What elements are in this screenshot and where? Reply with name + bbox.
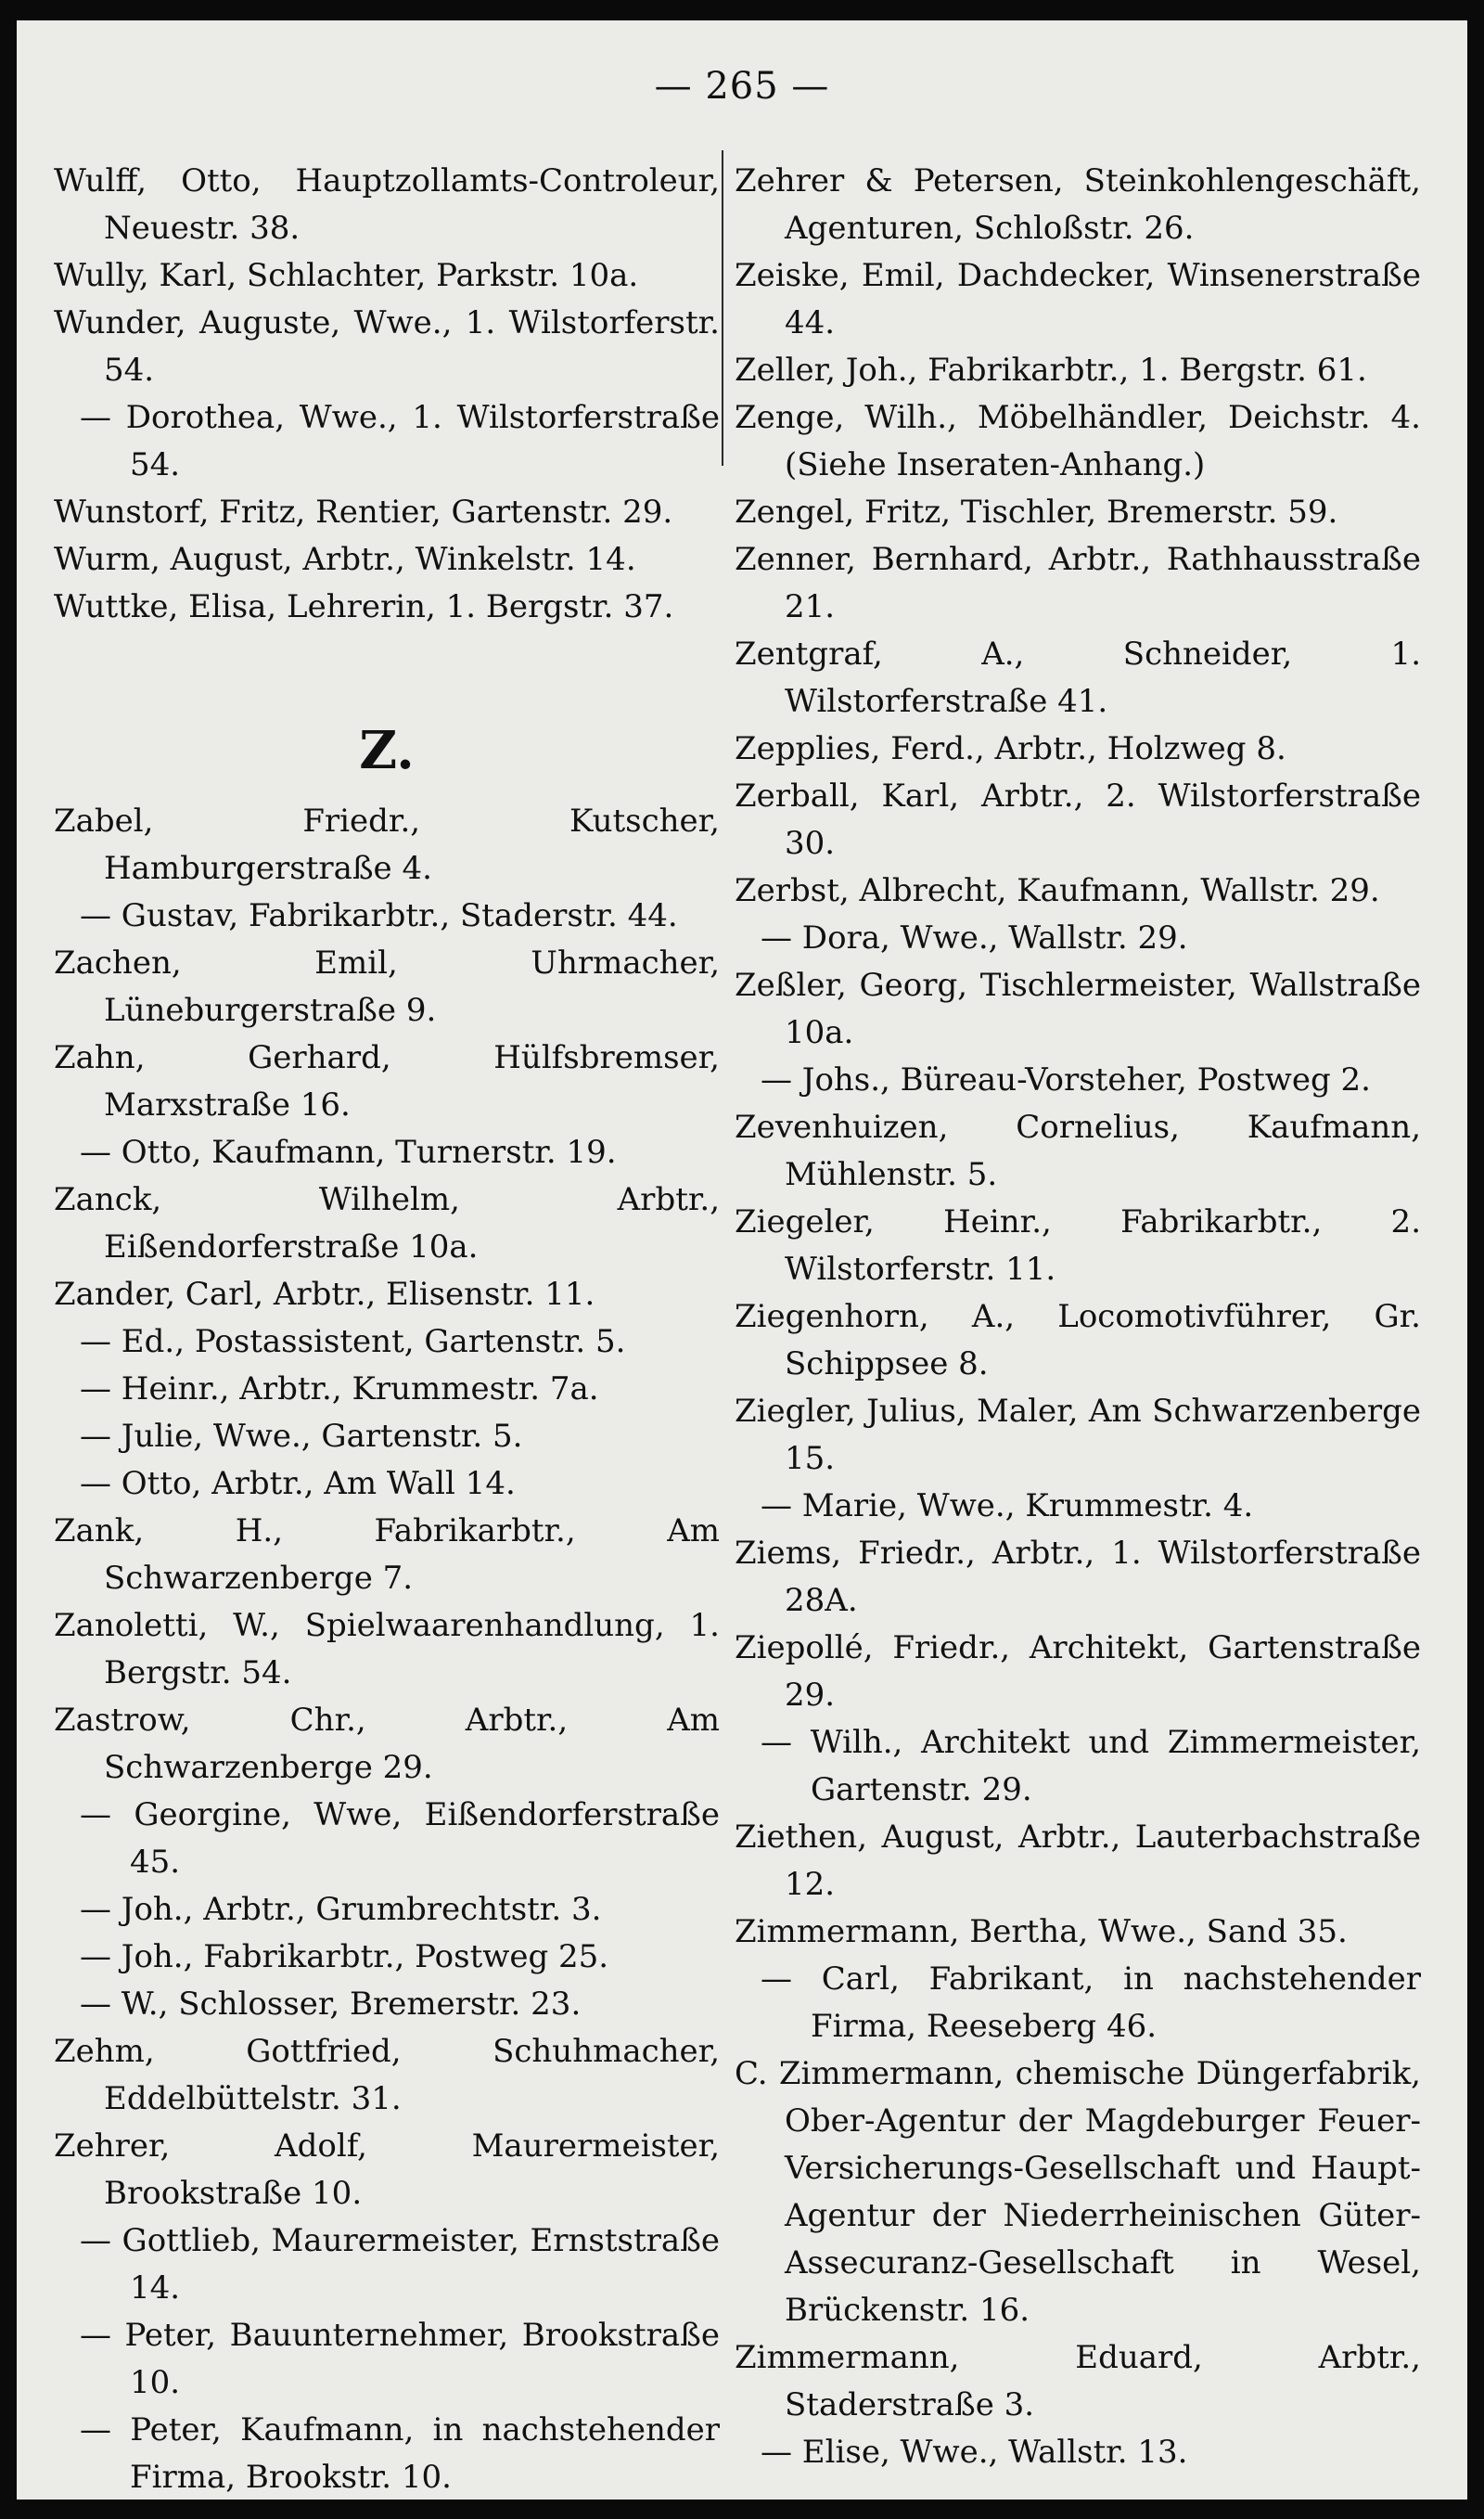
directory-entry: Zachen, Emil, Uhrmacher, Lüneburgerstraße 9.	[54, 945, 720, 1029]
directory-entry: Ziethen, August, Arbtr., Lauterbachstraße 12.	[735, 1819, 1421, 1903]
left-entries-top	[54, 158, 720, 631]
directory-entry: Zimmermann, Eduard, Arbtr., Staderstraße 3.	[735, 2339, 1421, 2423]
directory-entry: — Joh., Fabrikarbtr., Postweg 25.	[80, 1938, 609, 1975]
directory-entry: — Julie, Wwe., Gartenstr. 5.	[80, 1418, 523, 1455]
left-entries-bottom	[54, 798, 720, 2500]
directory-entry: — Dorothea, Wwe., 1. Wilstorferstraße 54.	[80, 399, 720, 483]
directory-entry: Zentgraf, A., Schneider, 1. Wilstorferstraße 41.	[735, 636, 1421, 720]
directory-entry: Zengel, Fritz, Tischler, Bremerstr. 59.	[735, 494, 1338, 531]
directory-entry: Wully, Karl, Schlachter, Parkstr. 10a.	[54, 257, 639, 294]
directory-entry: Ziems, Friedr., Arbtr., 1. Wilstorferstraße 28A.	[735, 1535, 1421, 1619]
directory-entry: Zehm, Gottfried, Schuhmacher, Eddelbüttelstr. 31.	[54, 2033, 720, 2117]
directory-entry: Zank, H., Fabrikarbtr., Am Schwarzenberge 7.	[54, 1512, 720, 1597]
directory-entry: — Dora, Wwe., Wallstr. 29.	[761, 919, 1188, 957]
directory-entry: — Peter, Bauunternehmer, Brookstraße 10.	[80, 2317, 720, 2401]
directory-entry: Zenner, Bernhard, Arbtr., Rathhausstraße 21.	[735, 541, 1421, 625]
directory-entry: Zastrow, Chr., Arbtr., Am Schwarzenberge 29.	[54, 1702, 720, 1786]
directory-entry: Zevenhuizen, Cornelius, Kaufmann, Mühlenstr. 5.	[735, 1109, 1421, 1193]
directory-entry: — Peter, Kaufmann, in nachstehender Firma, Brookstr. 10.	[80, 2411, 720, 2496]
directory-entry: Zeiske, Emil, Dachdecker, Winsenerstraße 44.	[735, 257, 1421, 341]
directory-entry: Ziepollé, Friedr., Architekt, Gartenstraße 29.	[735, 1629, 1421, 1714]
directory-entry: Zabel, Friedr., Kutscher, Hamburgerstraße 4.	[54, 803, 720, 887]
directory-entry: Ziegenhorn, A., Locomotivführer, Gr. Schippsee 8.	[735, 1298, 1421, 1382]
directory-entry: Zeller, Joh., Fabrikarbtr., 1. Bergstr. 61.	[735, 352, 1367, 389]
directory-entry: — Gustav, Fabrikarbtr., Staderstr. 44.	[80, 897, 678, 934]
directory-entry: Zander, Carl, Arbtr., Elisenstr. 11.	[54, 1276, 595, 1313]
directory-entry: — Otto, Kaufmann, Turnerstr. 19.	[80, 1134, 617, 1171]
directory-entry: Zehrer, Adolf, Maurermeister, Brookstraße 10.	[54, 2127, 720, 2212]
directory-entry: — Wilh., Architekt und Zimmermeister, Gartenstr. 29.	[761, 1724, 1421, 1808]
directory-entry: Zenge, Wilh., Möbelhändler, Deichstr. 4. (Siehe Inseraten-Anhang.)	[735, 399, 1421, 483]
directory-entry: — Otto, Arbtr., Am Wall 14.	[80, 1465, 516, 1502]
section-heading-z: Z.	[359, 720, 415, 781]
directory-entry: Zerball, Karl, Arbtr., 2. Wilstorferstraße 30.	[735, 778, 1421, 862]
directory-entry: Wurm, August, Arbtr., Winkelstr. 14.	[54, 541, 636, 578]
directory-entry: Wulff, Otto, Hauptzollamts-Controleur, Neuestr. 38.	[54, 162, 720, 247]
directory-entry: — Ed., Postassistent, Gartenstr. 5.	[80, 1323, 626, 1360]
left-column	[54, 158, 720, 2500]
directory-entry: — Elise, Wwe., Wallstr. 13.	[761, 2434, 1188, 2471]
directory-page	[17, 20, 1467, 2500]
directory-entry: Zeßler, Georg, Tischlermeister, Wallstraße 10a.	[735, 967, 1421, 1051]
directory-entry: — Heinr., Arbtr., Krummestr. 7a.	[80, 1370, 599, 1407]
directory-entry: Ziegler, Julius, Maler, Am Schwarzenberge 15.	[735, 1393, 1421, 1477]
directory-entry: Ziegeler, Heinr., Fabrikarbtr., 2. Wilstorferstr. 11.	[735, 1203, 1421, 1288]
right-column	[735, 158, 1421, 2476]
directory-entry: — Johs., Büreau-Vorsteher, Postweg 2.	[761, 1061, 1371, 1099]
directory-entry: Wuttke, Elisa, Lehrerin, 1. Bergstr. 37.	[54, 588, 674, 625]
directory-entry: Wunder, Auguste, Wwe., 1. Wilstorferstr. 54.	[54, 304, 720, 389]
directory-entry: Zerbst, Albrecht, Kaufmann, Wallstr. 29.	[735, 872, 1380, 909]
right-entries	[735, 158, 1421, 2476]
directory-entry: Zanoletti, W., Spielwaarenhandlung, 1. Bergstr. 54.	[54, 1607, 720, 1691]
directory-entry: Zahn, Gerhard, Hülfsbremser, Marxstraße 16.	[54, 1039, 720, 1124]
column-divider	[722, 150, 723, 466]
directory-entry: — Joh., Arbtr., Grumbrechtstr. 3.	[80, 1891, 602, 1928]
directory-entry: Wunstorf, Fritz, Rentier, Gartenstr. 29.	[54, 494, 673, 531]
directory-entry: Zepplies, Ferd., Arbtr., Holzweg 8.	[735, 730, 1286, 767]
directory-entry: — Marie, Wwe., Krummestr. 4.	[761, 1487, 1254, 1524]
directory-entry: — Gottlieb, Maurermeister, Ernststraße 14.	[80, 2222, 720, 2307]
directory-entry: C. Zimmermann, chemische Düngerfabrik, Ober-Agentur der Magdeburger Feuer-Versicherungs-Gesellschaft und Haupt-Agentur der Niederrheinischen Güter-Assecuranz-Gesellschaft in Wesel, Brückenstr. 16.	[735, 2055, 1421, 2329]
directory-entry: Zehrer & Petersen, Steinkohlengeschäft, Agenturen, Schloßstr. 26.	[735, 162, 1421, 247]
directory-entry: Zimmermann, Bertha, Wwe., Sand 35.	[735, 1913, 1348, 1950]
page-number: — 265 —	[654, 65, 830, 108]
directory-entry: — Georgine, Wwe, Eißendorferstraße 45.	[80, 1796, 720, 1881]
directory-entry: Zanck, Wilhelm, Arbtr., Eißendorferstraße 10a.	[54, 1181, 720, 1266]
directory-entry: — W., Schlosser, Bremerstr. 23.	[80, 1986, 582, 2023]
directory-entry: — Carl, Fabrikant, in nachstehender Firma, Reeseberg 46.	[761, 1960, 1421, 2045]
